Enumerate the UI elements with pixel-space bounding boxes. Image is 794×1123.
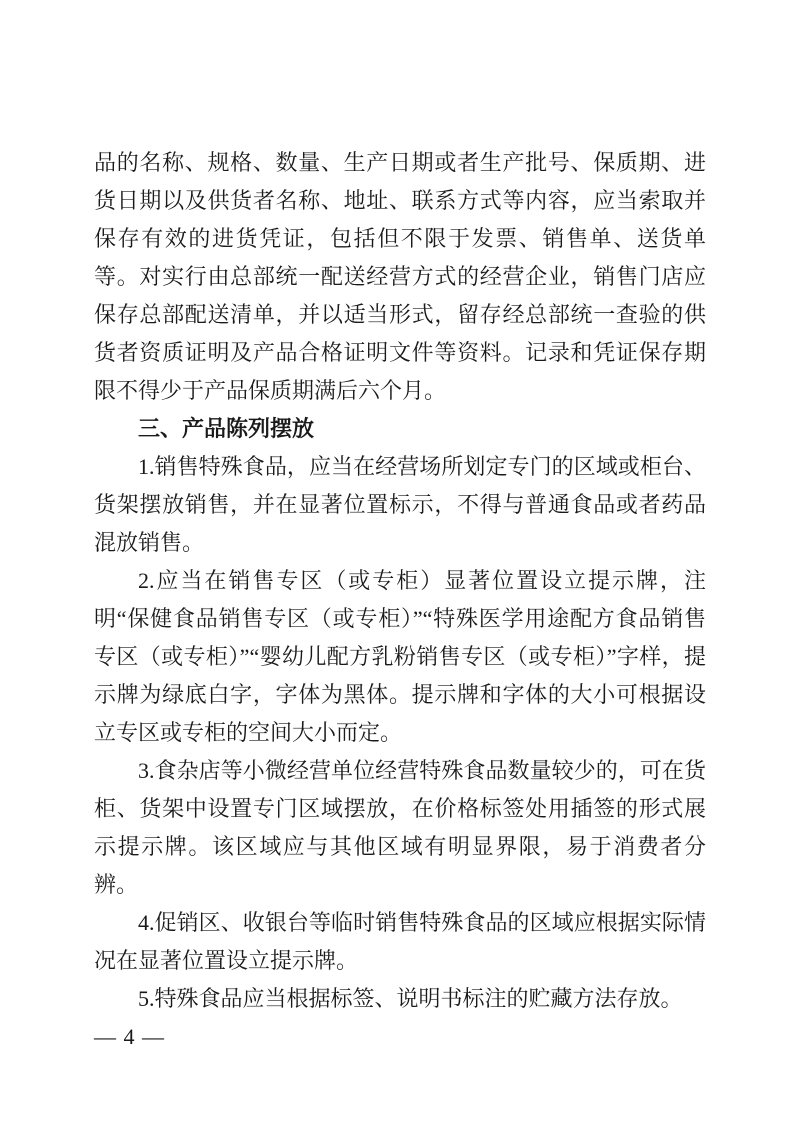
paragraph-item-5-storage-method: 5.特殊食品应当根据标签、说明书标注的贮藏方法存放。 xyxy=(138,986,683,1011)
paragraph-item-3-small-business: 3.食杂店等小微经营单位经营特殊食品数量较少的，可在货柜、货架中设置专门区域摆放，在价格标签处用插签的形式展示提示牌。该区域应与其他区域有明显界限，易于消费者分辨。 xyxy=(94,758,706,897)
paragraph-item-2-sign-requirements: 2.应当在销售专区（或专柜）显著位置设立提示牌，注明“保健食品销售专区（或专柜）”“特殊医学用途配方食品销售专区（或专柜）”“婴幼儿配方乳粉销售专区（或专柜）”字样，提示牌为绿底白字，字体为黑体。提示牌和字体的大小可根据设立专区或专柜的空间大小而定。 xyxy=(94,568,706,745)
section-heading-product-display: 三、产品陈列摆放 xyxy=(138,416,315,441)
paragraph-item-4-promo-checkout-areas: 4.促销区、收银台等临时销售特殊食品的区域应根据实际情况在显著位置设立提示牌。 xyxy=(94,910,706,973)
paragraph-item-1-dedicated-area: 1.销售特殊食品，应当在经营场所划定专门的区域或柜台、货架摆放销售，并在显著位置标示，不得与普通食品或者药品混放销售。 xyxy=(94,454,706,555)
paragraph-purchase-records-continuation: 品的名称、规格、数量、生产日期或者生产批号、保质期、进货日期以及供货者名称、地址、联系方式等内容，应当索取并保存有效的进货凭证，包括但不限于发票、销售单、送货单等。对实行由总部统一配送经营方式的经营企业，销售门店应保存总部配送清单，并以适当形式，留存经总部统一查验的供货者资质证明及产品合格证明文件等资料。记录和凭证保存期限不得少于产品保质期满后六个月。 xyxy=(94,150,706,403)
page-number: — 4 — xyxy=(94,1024,165,1049)
